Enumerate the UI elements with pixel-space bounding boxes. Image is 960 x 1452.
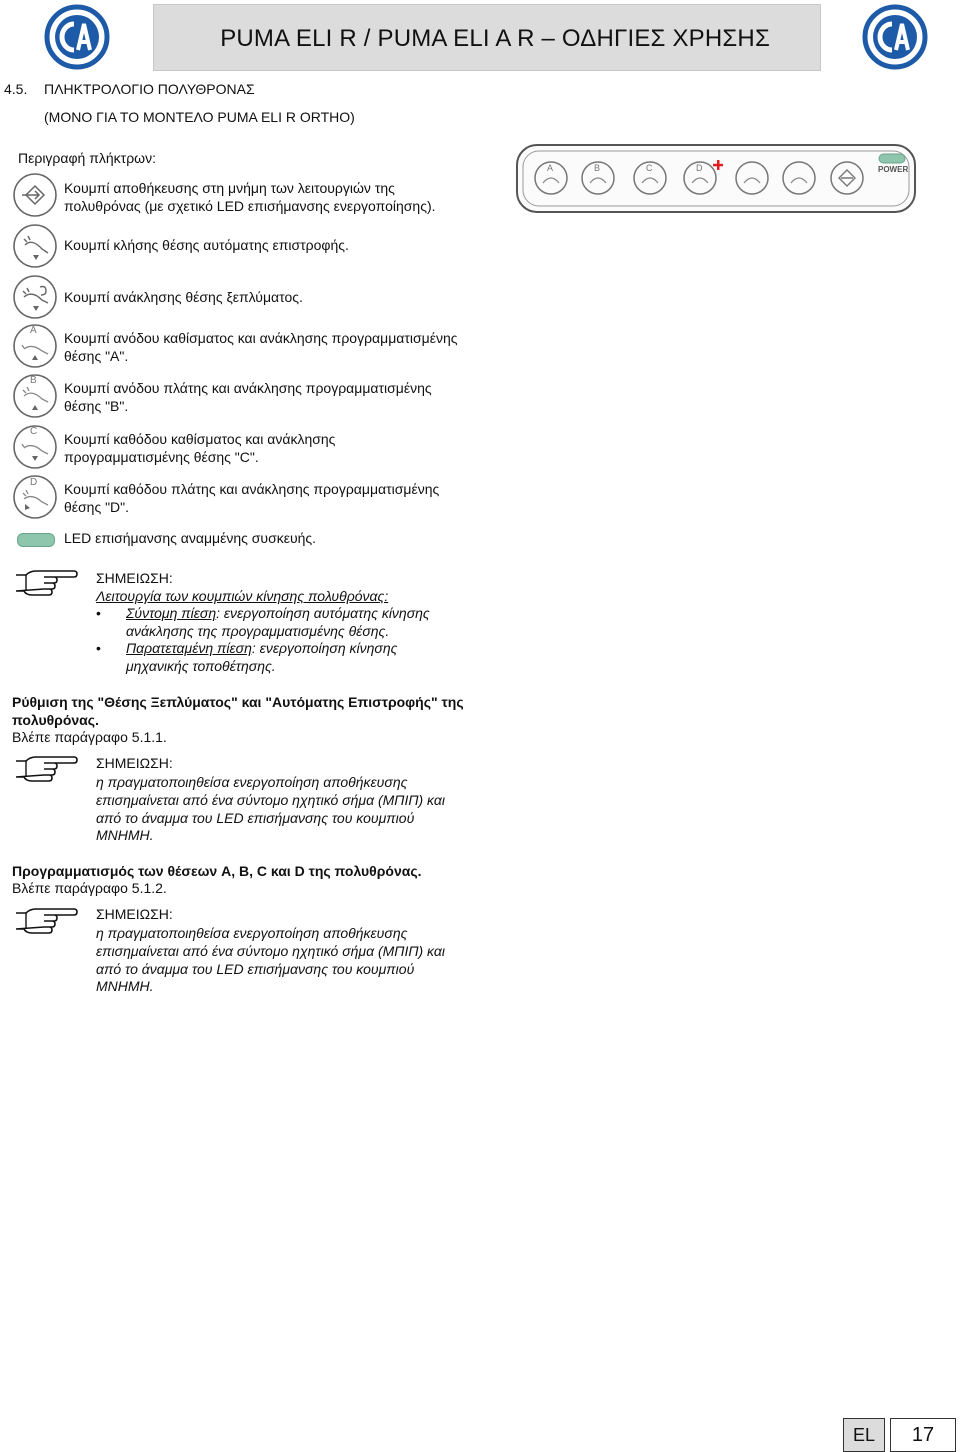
note2-line-2: επισημαίνεται από ένα σύντομο ηχητικό σήμα (ΜΠΙΠ) και: [96, 792, 445, 808]
footer-page-number: 17: [890, 1418, 956, 1452]
note2-line-3: από το άναμμα του LED επισήμανσης του κουμπιού: [96, 810, 415, 826]
panel-letter-c: C: [646, 163, 653, 173]
company-logo-left: [44, 4, 110, 70]
pointing-hand-icon: [14, 567, 78, 597]
panel-letter-b: B: [594, 163, 601, 173]
block2-title: Προγραμματισμός των θέσεων A, B, C και D της πολυθρόνας.: [12, 863, 422, 879]
keys-description-heading: Περιγραφή πλήκτρων:: [18, 150, 156, 166]
keypad-panel-illustration: [515, 143, 918, 215]
key-desc-a-line2: θέσης "Α".: [64, 348, 129, 364]
note1-bullet-1-term: Σύντομη πίεση: [126, 605, 217, 621]
power-led-icon: [17, 533, 55, 547]
note1-bullet-2-term: Παρατεταμένη πίεση: [126, 640, 252, 656]
note1-bullet-2-dot: •: [96, 640, 101, 656]
note1-bullet-1-dot: •: [96, 605, 101, 621]
key-desc-b-line2: θέσης "Β".: [64, 398, 129, 414]
pointing-hand-icon: [14, 753, 78, 783]
panel-letter-a: A: [547, 163, 554, 173]
note3-line-4: ΜΝΗΜΗ.: [96, 978, 154, 994]
note3-line-1: η πραγματοποιηθείσα ενεργοποίηση αποθήκευσης: [96, 925, 408, 941]
note1-label: ΣΗΜΕΙΩΣΗ:: [96, 570, 173, 586]
key-desc-b-line1: Κουμπί ανόδου πλάτης και ανάκλησης προγραμματισμένης: [64, 380, 432, 396]
key-desc-memory-line1: Κουμπί αποθήκευσης στη μνήμη των λειτουργιών της: [64, 180, 395, 196]
note3-line-3: από το άναμμα του LED επισήμανσης του κουμπιού: [96, 961, 415, 977]
key-desc-d-line2: θέσης "D".: [64, 499, 130, 515]
key-letter-c: C: [30, 426, 38, 437]
document-title: PUMA ELI R / PUMA ELI A R – ΟΔΗΓΙΕΣ ΧΡΗΣΗΣ: [220, 25, 770, 52]
key-desc-c-line1: Κουμπί καθόδου καθίσματος και ανάκλησης: [64, 431, 336, 447]
key-letter-b: B: [30, 375, 37, 386]
section-subtitle: (ΜΟΝΟ ΓΙΑ ΤΟ ΜΟΝΤΕΛΟ PUMA ELI R ORTHO): [44, 109, 355, 125]
footer-language: EL: [843, 1418, 885, 1452]
note2-line-4: ΜΝΗΜΗ.: [96, 827, 154, 843]
auto-return-icon: [12, 223, 58, 269]
note1-bullet-1-rest: : ενεργοποίηση αυτόματης κίνησης: [216, 605, 430, 621]
note1-bullet-1-line1: [126, 604, 462, 622]
key-letter-a: A: [30, 325, 37, 336]
note1-bullet-1-line2: ανάκλησης της προγραμματισμένης θέσης.: [126, 623, 390, 639]
note1-bullet-2-rest: : ενεργοποίηση κίνησης: [251, 640, 398, 656]
key-desc-auto-return: Κουμπί κλήσης θέσης αυτόματης επιστροφής.: [64, 237, 349, 253]
block1-title-line1: Ρύθμιση της "Θέσης Ξεπλύματος" και "Αυτόματης Επιστροφής" της: [12, 694, 464, 710]
note1-bullet-2-line2: μηχανικής τοποθέτησης.: [126, 658, 276, 674]
pointing-hand-icon: [14, 905, 78, 935]
note3-label: ΣΗΜΕΙΩΣΗ:: [96, 906, 173, 922]
key-desc-d-line1: Κουμπί καθόδου πλάτης και ανάκλησης προγραμματισμένης: [64, 481, 440, 497]
note3-line-2: επισημαίνεται από ένα σύντομο ηχητικό σήμα (ΜΠΙΠ) και: [96, 943, 445, 959]
block1-title-line2: πολυθρόνας.: [12, 712, 99, 728]
block1-title-line1-wrap: [12, 693, 467, 711]
note2-line-1: η πραγματοποιηθείσα ενεργοποίηση αποθήκευσης: [96, 774, 408, 790]
key-desc-memory-line2: πολυθρόνας (με σχετικό LED επισήμανσης ενεργοποίησης).: [64, 198, 436, 214]
key-desc-c-line2: προγραμματισμένης θέσης "C".: [64, 449, 259, 465]
block2-ref: Βλέπε παράγραφο 5.1.2.: [12, 880, 167, 896]
memory-icon: [12, 172, 58, 218]
section-title: ΠΛΗΚΤΡΟΛΟΓΙΟ ΠΟΛΥΘΡΟΝΑΣ: [44, 81, 255, 97]
section-number: 4.5.: [4, 81, 28, 97]
note1-heading: Λειτουργία των κουμπιών κίνησης πολυθρόνας:: [96, 588, 389, 604]
company-logo-right: [862, 4, 928, 70]
key-desc-led: LED επισήμανσης αναμμένης συσκευής.: [64, 530, 317, 546]
block1-ref: Βλέπε παράγραφο 5.1.1.: [12, 729, 167, 745]
power-label: POWER: [878, 165, 909, 174]
key-letter-d: D: [30, 477, 38, 488]
panel-letter-d: D: [696, 163, 703, 173]
rinse-position-icon: [12, 274, 58, 320]
key-desc-a-line1: Κουμπί ανόδου καθίσματος και ανάκλησης προγραμματισμένης: [64, 330, 458, 346]
header-bar: [153, 4, 821, 71]
note1-bullet-2-line1: [126, 639, 462, 657]
key-desc-rinse: Κουμπί ανάκλησης θέσης ξεπλύματος.: [64, 289, 303, 305]
note2-label: ΣΗΜΕΙΩΣΗ:: [96, 755, 173, 771]
